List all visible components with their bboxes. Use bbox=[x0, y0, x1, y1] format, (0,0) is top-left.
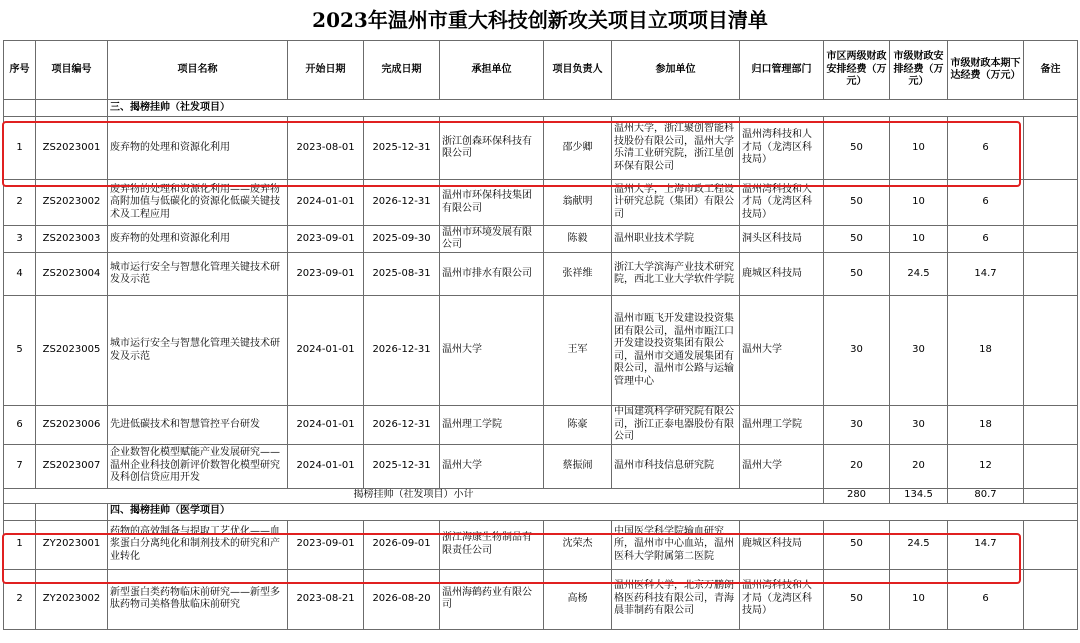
table-row bbox=[4, 406, 1078, 445]
cell-seq: 7 bbox=[4, 444, 36, 488]
cell-code: ZS2023002 bbox=[36, 180, 108, 226]
cell-name: 新型蛋白类药物临床前研究——新型多肽药物司美格鲁肽临床前研究 bbox=[108, 569, 288, 629]
cell-start: 2024-01-01 bbox=[288, 180, 364, 226]
cell-leader: 王军 bbox=[544, 296, 612, 406]
cell-end: 2025-12-31 bbox=[364, 117, 440, 180]
section-title: 四、揭榜挂帅（医学项目） bbox=[108, 503, 1078, 520]
cell-name: 先进低碳技术和智慧管控平台研发 bbox=[108, 406, 288, 445]
cell-partners: 温州市科技信息研究院 bbox=[612, 444, 740, 488]
header-remark: 备注 bbox=[1024, 41, 1078, 100]
cell-start: 2023-08-01 bbox=[288, 117, 364, 180]
cell-name: 城市运行安全与智慧化管理关键技术研发及示范 bbox=[108, 296, 288, 406]
header-code: 项目编号 bbox=[36, 41, 108, 100]
table-row bbox=[4, 569, 1078, 629]
cell-dept: 温州湾科技和人才局（龙湾区科技局） bbox=[740, 117, 824, 180]
cell-start: 2024-01-01 bbox=[288, 296, 364, 406]
cell-fund-b: 10 bbox=[890, 569, 948, 629]
cell-fund-a: 20 bbox=[824, 444, 890, 488]
cell-fund-c: 6 bbox=[948, 117, 1024, 180]
cell-start: 2024-01-01 bbox=[288, 406, 364, 445]
cell-remark bbox=[1024, 520, 1078, 569]
cell-fund-b: 10 bbox=[890, 226, 948, 253]
subtotal-fund-c: 80.7 bbox=[948, 488, 1024, 503]
cell-fund-b: 30 bbox=[890, 296, 948, 406]
cell-code: ZY2023001 bbox=[36, 520, 108, 569]
cell-leader: 蔡振闹 bbox=[544, 444, 612, 488]
cell-start: 2023-08-21 bbox=[288, 569, 364, 629]
cell-fund-a: 50 bbox=[824, 180, 890, 226]
header-unit: 承担单位 bbox=[440, 41, 544, 100]
cell-unit: 浙江海康生物制品有限责任公司 bbox=[440, 520, 544, 569]
page-title: 2023年温州市重大科技创新攻关项目立项项目清单 bbox=[312, 8, 768, 32]
section-spacer bbox=[36, 100, 108, 117]
cell-unit: 温州大学 bbox=[440, 296, 544, 406]
cell-leader: 陈毅 bbox=[544, 226, 612, 253]
section-header-row bbox=[4, 100, 1078, 117]
cell-code: ZS2023001 bbox=[36, 117, 108, 180]
cell-name: 废弃物的处理和资源化利用 bbox=[108, 117, 288, 180]
cell-unit: 温州海鹤药业有限公司 bbox=[440, 569, 544, 629]
cell-fund-c: 18 bbox=[948, 296, 1024, 406]
cell-fund-a: 50 bbox=[824, 117, 890, 180]
cell-partners: 温州医科大学，北京万鹏朗格医药科技有限公司，青海晨菲制药有限公司 bbox=[612, 569, 740, 629]
cell-fund-a: 50 bbox=[824, 253, 890, 296]
cell-dept: 鹿城区科技局 bbox=[740, 520, 824, 569]
cell-fund-a: 50 bbox=[824, 569, 890, 629]
table-row bbox=[4, 180, 1078, 226]
cell-partners: 温州职业技术学院 bbox=[612, 226, 740, 253]
header-name: 项目名称 bbox=[108, 41, 288, 100]
cell-start: 2023-09-01 bbox=[288, 226, 364, 253]
cell-start: 2024-01-01 bbox=[288, 444, 364, 488]
cell-end: 2025-09-30 bbox=[364, 226, 440, 253]
cell-fund-b: 20 bbox=[890, 444, 948, 488]
cell-name: 废弃物的处理和资源化利用——废弃物高附加值与低碳化的资源化低碳关键技术及工程应用 bbox=[108, 180, 288, 226]
header-seq: 序号 bbox=[4, 41, 36, 100]
header-partners: 参加单位 bbox=[612, 41, 740, 100]
cell-end: 2026-08-20 bbox=[364, 569, 440, 629]
cell-remark bbox=[1024, 406, 1078, 445]
cell-code: ZS2023004 bbox=[36, 253, 108, 296]
project-table bbox=[3, 40, 1078, 630]
cell-end: 2026-12-31 bbox=[364, 406, 440, 445]
cell-partners: 中国建筑科学研究院有限公司，浙江正泰电器股份有限公司 bbox=[612, 406, 740, 445]
cell-name: 药物的高效制备与提取工艺优化——血浆蛋白分离纯化和制剂技术的研究和产业转化 bbox=[108, 520, 288, 569]
cell-end: 2026-09-01 bbox=[364, 520, 440, 569]
cell-seq: 2 bbox=[4, 569, 36, 629]
cell-fund-a: 50 bbox=[824, 520, 890, 569]
cell-remark bbox=[1024, 180, 1078, 226]
subtotal-fund-a: 280 bbox=[824, 488, 890, 503]
cell-end: 2026-12-31 bbox=[364, 180, 440, 226]
cell-fund-b: 24.5 bbox=[890, 520, 948, 569]
section-header-row bbox=[4, 503, 1078, 520]
cell-seq: 3 bbox=[4, 226, 36, 253]
cell-seq: 1 bbox=[4, 117, 36, 180]
cell-leader: 翁献明 bbox=[544, 180, 612, 226]
cell-fund-a: 30 bbox=[824, 406, 890, 445]
subtotal-row bbox=[4, 488, 1078, 503]
cell-remark bbox=[1024, 569, 1078, 629]
cell-fund-c: 6 bbox=[948, 180, 1024, 226]
header-fund-a: 市区两级财政安排经费（万元） bbox=[824, 41, 890, 100]
cell-remark bbox=[1024, 226, 1078, 253]
cell-seq: 4 bbox=[4, 253, 36, 296]
cell-unit: 温州市环境发展有限公司 bbox=[440, 226, 544, 253]
cell-fund-c: 6 bbox=[948, 226, 1024, 253]
cell-unit: 温州理工学院 bbox=[440, 406, 544, 445]
cell-leader: 张祥维 bbox=[544, 253, 612, 296]
header-start: 开始日期 bbox=[288, 41, 364, 100]
cell-dept: 洞头区科技局 bbox=[740, 226, 824, 253]
cell-leader: 邵少卿 bbox=[544, 117, 612, 180]
header-row bbox=[4, 41, 1078, 100]
section-title: 三、揭榜挂帅（社发项目） bbox=[108, 100, 1078, 117]
cell-name: 城市运行安全与智慧化管理关键技术研发及示范 bbox=[108, 253, 288, 296]
cell-code: ZS2023007 bbox=[36, 444, 108, 488]
cell-code: ZS2023006 bbox=[36, 406, 108, 445]
cell-fund-a: 30 bbox=[824, 296, 890, 406]
header-fund-b: 市级财政安排经费（万元） bbox=[890, 41, 948, 100]
cell-code: ZY2023002 bbox=[36, 569, 108, 629]
cell-name: 废弃物的处理和资源化利用 bbox=[108, 226, 288, 253]
header-fund-c: 市级财政本期下达经费（万元） bbox=[948, 41, 1024, 100]
header-end: 完成日期 bbox=[364, 41, 440, 100]
cell-code: ZS2023005 bbox=[36, 296, 108, 406]
cell-fund-b: 10 bbox=[890, 117, 948, 180]
cell-fund-b: 24.5 bbox=[890, 253, 948, 296]
cell-partners: 温州大学，上海市政工程设计研究总院（集团）有限公司 bbox=[612, 180, 740, 226]
cell-end: 2025-12-31 bbox=[364, 444, 440, 488]
cell-remark bbox=[1024, 444, 1078, 488]
cell-name: 企业数智化模型赋能产业发展研究——温州企业科技创新评价数智化模型研究及科创信贷应用开发 bbox=[108, 444, 288, 488]
cell-start: 2023-09-01 bbox=[288, 520, 364, 569]
table-row bbox=[4, 253, 1078, 296]
table-row bbox=[4, 226, 1078, 253]
cell-seq: 5 bbox=[4, 296, 36, 406]
cell-leader: 高杨 bbox=[544, 569, 612, 629]
cell-unit: 温州大学 bbox=[440, 444, 544, 488]
cell-fund-c: 12 bbox=[948, 444, 1024, 488]
header-leader: 项目负责人 bbox=[544, 41, 612, 100]
cell-end: 2025-08-31 bbox=[364, 253, 440, 296]
cell-dept: 温州湾科技和人才局（龙湾区科技局） bbox=[740, 569, 824, 629]
cell-fund-c: 18 bbox=[948, 406, 1024, 445]
cell-partners: 温州市瓯飞开发建设投资集团有限公司，温州市瓯江口开发建设投资集团有限公司，温州市交通发展集团有限公司，温州市公路与运输管理中心 bbox=[612, 296, 740, 406]
cell-unit: 温州市环保科技集团有限公司 bbox=[440, 180, 544, 226]
cell-unit: 温州市排水有限公司 bbox=[440, 253, 544, 296]
cell-remark bbox=[1024, 117, 1078, 180]
cell-partners: 温州大学，浙江聚创智能科技股份有限公司，温州大学乐清工业研究院，浙江星创环保有限公司 bbox=[612, 117, 740, 180]
cell-start: 2023-09-01 bbox=[288, 253, 364, 296]
subtotal-fund-b: 134.5 bbox=[890, 488, 948, 503]
cell-seq: 1 bbox=[4, 520, 36, 569]
cell-partners: 中国医学科学院输血研究所，温州市中心血站，温州医科大学附属第二医院 bbox=[612, 520, 740, 569]
cell-leader: 陈豪 bbox=[544, 406, 612, 445]
cell-fund-b: 10 bbox=[890, 180, 948, 226]
cell-fund-c: 14.7 bbox=[948, 520, 1024, 569]
section-spacer bbox=[4, 503, 36, 520]
cell-seq: 2 bbox=[4, 180, 36, 226]
cell-dept: 温州湾科技和人才局（龙湾区科技局） bbox=[740, 180, 824, 226]
cell-dept: 温州大学 bbox=[740, 444, 824, 488]
table-row bbox=[4, 444, 1078, 488]
cell-dept: 鹿城区科技局 bbox=[740, 253, 824, 296]
table-row bbox=[4, 520, 1078, 569]
cell-end: 2026-12-31 bbox=[364, 296, 440, 406]
cell-remark bbox=[1024, 296, 1078, 406]
cell-fund-c: 6 bbox=[948, 569, 1024, 629]
cell-fund-b: 30 bbox=[890, 406, 948, 445]
section-spacer bbox=[4, 100, 36, 117]
cell-leader: 沈荣杰 bbox=[544, 520, 612, 569]
cell-seq: 6 bbox=[4, 406, 36, 445]
header-dept: 归口管理部门 bbox=[740, 41, 824, 100]
section-spacer bbox=[36, 503, 108, 520]
cell-partners: 浙江大学滨海产业技术研究院，西北工业大学软件学院 bbox=[612, 253, 740, 296]
cell-dept: 温州理工学院 bbox=[740, 406, 824, 445]
cell-remark bbox=[1024, 253, 1078, 296]
table-row bbox=[4, 117, 1078, 180]
cell-dept: 温州大学 bbox=[740, 296, 824, 406]
subtotal-remark bbox=[1024, 488, 1078, 503]
table-row bbox=[4, 296, 1078, 406]
cell-fund-a: 50 bbox=[824, 226, 890, 253]
subtotal-label: 揭榜挂帅（社发项目）小计 bbox=[4, 488, 824, 503]
cell-unit: 浙江创森环保科技有限公司 bbox=[440, 117, 544, 180]
cell-fund-c: 14.7 bbox=[948, 253, 1024, 296]
cell-code: ZS2023003 bbox=[36, 226, 108, 253]
